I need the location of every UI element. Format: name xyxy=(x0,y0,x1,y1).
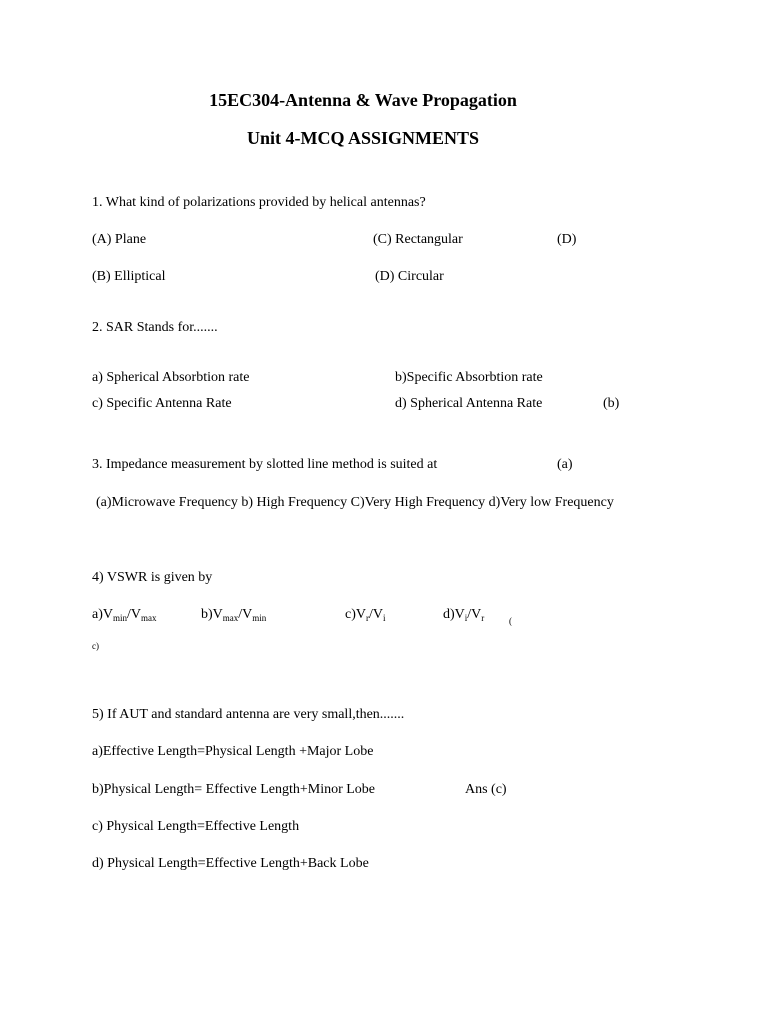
q1-option-c: (C) Rectangular xyxy=(373,232,463,247)
q4-option-b-sub2: min xyxy=(252,613,267,623)
question-1: 1. What kind of polarizations provided by helical antennas? xyxy=(92,195,426,210)
q4-answer-open: ( xyxy=(509,616,512,626)
q5-option-b: b)Physical Length= Effective Length+Minor Lobe xyxy=(92,782,376,797)
question-2: 2. SAR Stands for....... xyxy=(92,320,218,335)
q4-option-c-prefix: c)V xyxy=(345,607,366,622)
q4-option-a xyxy=(92,607,157,623)
q2-option-d: d) Spherical Antenna Rate xyxy=(395,396,543,411)
q1-option-d: (D) Circular xyxy=(375,269,444,284)
q4-option-b xyxy=(201,607,266,623)
q4-option-c-sub2: i xyxy=(383,613,386,623)
q4-option-d-sub2: r xyxy=(481,613,485,623)
q4-option-d-mid: /V xyxy=(467,607,482,622)
question-5: 5) If AUT and standard antenna are very small,then....... xyxy=(92,707,405,722)
q3-answer: (a) xyxy=(557,457,573,472)
q4-option-b-prefix: b)V xyxy=(201,607,223,622)
question-4: 4) VSWR is given by xyxy=(92,570,213,585)
q4-option-b-mid: /V xyxy=(238,607,253,622)
q5-answer: Ans (c) xyxy=(465,782,507,797)
q2-answer: (b) xyxy=(603,396,620,411)
q4-option-b-sub1: max xyxy=(222,613,239,623)
q5-option-a: a)Effective Length=Physical Length +Major Lobe xyxy=(92,744,374,759)
q4-option-d-sub1: i xyxy=(464,613,468,623)
q4-option-a-sub1: min xyxy=(113,613,128,623)
q1-answer: (D) xyxy=(557,232,577,247)
q5-option-c: c) Physical Length=Effective Length xyxy=(92,819,300,834)
document-title: 15EC304-Antenna & Wave Propagation xyxy=(209,90,517,110)
q4-option-a-sub2: max xyxy=(141,613,157,623)
q2-option-c: c) Specific Antenna Rate xyxy=(92,396,232,411)
q4-option-a-prefix: a)V xyxy=(92,607,113,622)
q4-option-c-mid: /V xyxy=(369,607,383,622)
q4-option-c-sub1: r xyxy=(366,613,369,623)
q4-option-d xyxy=(443,607,484,623)
q1-option-b: (B) Elliptical xyxy=(92,269,166,284)
q2-option-b: b)Specific Absorbtion rate xyxy=(395,370,543,385)
q1-option-a: (A) Plane xyxy=(92,232,147,247)
document-subtitle: Unit 4-MCQ ASSIGNMENTS xyxy=(246,128,480,148)
q4-option-a-mid: /V xyxy=(127,607,142,622)
q5-option-d: d) Physical Length=Effective Length+Back Lobe xyxy=(92,856,369,871)
q4-answer-close: c) xyxy=(92,641,99,651)
question-3: 3. Impedance measurement by slotted line method is suited at xyxy=(92,457,438,472)
q2-option-a: a) Spherical Absorbtion rate xyxy=(92,370,250,385)
q3-options: (a)Microwave Frequency b) High Frequency C)Very High Frequency d)Very low Frequency xyxy=(96,495,614,510)
q4-option-d-prefix: d)V xyxy=(443,607,465,622)
q4-option-c xyxy=(345,607,386,623)
